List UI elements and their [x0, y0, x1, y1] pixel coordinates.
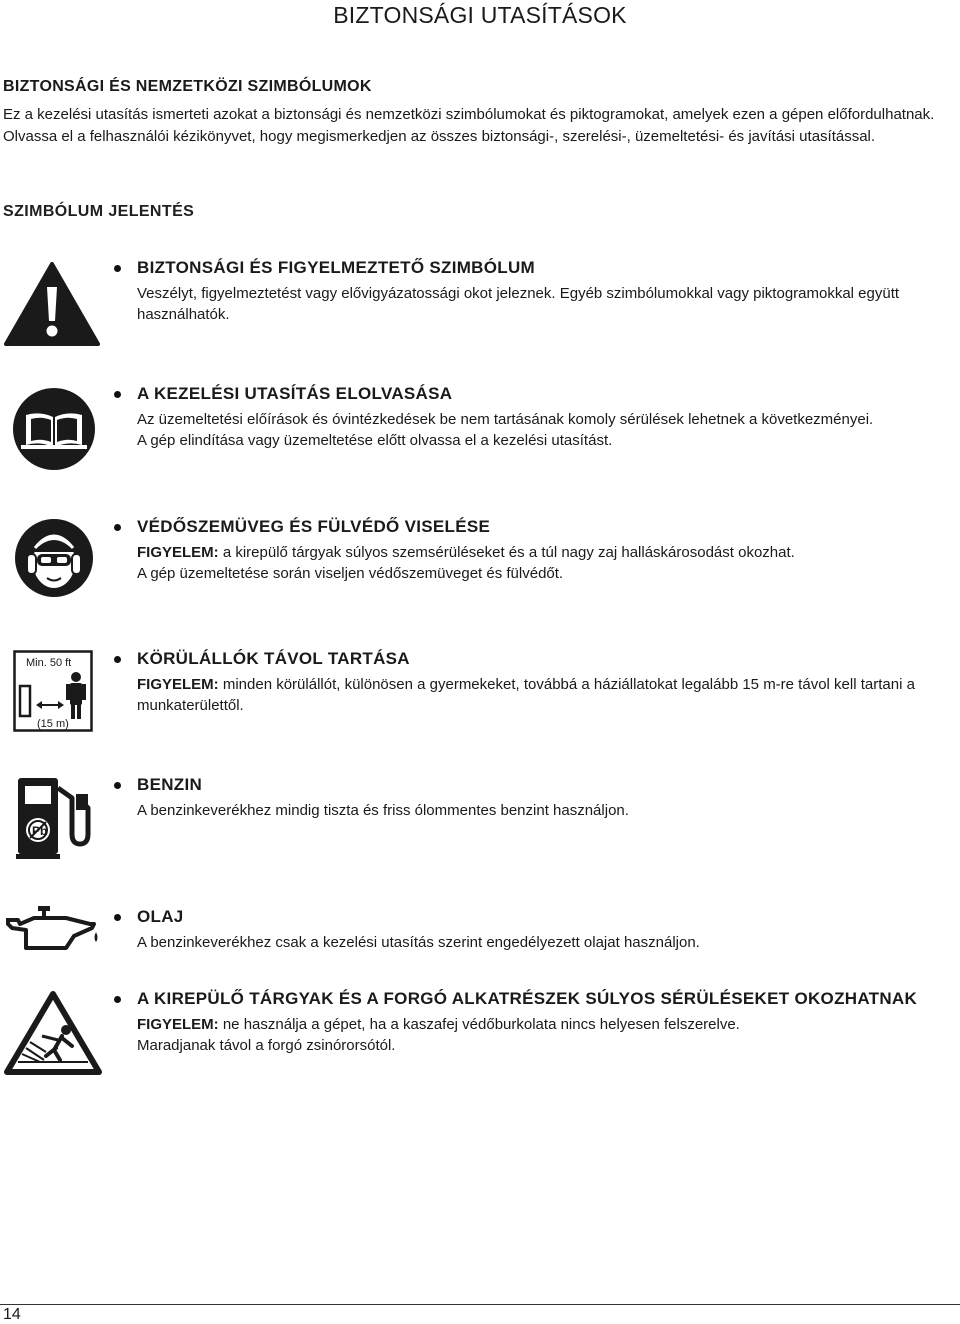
distance-metric-label: (15 m)	[37, 718, 69, 730]
desc-line: ne használja a gépet, ha a kaszafej védőburkolata nincs helyesen felszerelve.	[222, 1016, 740, 1033]
footer-divider	[0, 1304, 960, 1305]
bullet	[114, 656, 121, 663]
entry-description	[137, 1014, 955, 1056]
entry-description	[137, 800, 955, 821]
page-number: 14	[3, 1306, 21, 1323]
desc-line: A benzinkeverékhez csak a kezelési utasítás szerint engedélyezett olajat használjon.	[137, 934, 700, 951]
svg-text:Pb: Pb	[32, 824, 48, 838]
bullet	[114, 265, 121, 272]
entry-title: OLAJ	[137, 907, 184, 926]
page-title: BIZTONSÁGI UTASÍTÁSOK	[333, 2, 627, 28]
desc-line: minden körülállót, különösen a gyermekeket, továbbá a háziállatokat legalább 15 m-re távol kell tartani a munkaterülettől.	[137, 676, 915, 714]
oil-can-icon	[4, 906, 102, 961]
section-heading: BIZTONSÁGI ÉS NEMZETKÖZI SZIMBÓLUMOK	[3, 78, 372, 95]
desc-line: Az üzemeltetési előírások és óvintézkedések be nem tartásának komoly sérülések lehetnek a következményei.	[137, 411, 874, 428]
warning-label: FIGYELEM:	[137, 544, 219, 561]
entry-title: BIZTONSÁGI ÉS FIGYELMEZTETŐ SZIMBÓLUM	[137, 258, 536, 277]
bullet	[114, 782, 121, 789]
desc-line: A gép elindítása vagy üzemeltetése előtt olvassa el a kezelési utasítást.	[137, 432, 613, 449]
desc-line: A benzinkeverékhez mindig tiszta és friss ólommentes benzint használjon.	[137, 802, 629, 819]
desc-line: a kirepülő tárgyak súlyos szemsérüléseket és a túl nagy zaj halláskárosodást okozhat.	[222, 544, 795, 561]
entry-description	[137, 674, 955, 716]
entry-description	[137, 932, 955, 953]
warning-triangle-icon	[4, 261, 100, 352]
fuel-pump-icon	[16, 774, 96, 865]
keep-bystanders-away-icon	[13, 650, 93, 737]
entry-title: BENZIN	[137, 775, 203, 794]
bullet	[114, 524, 121, 531]
desc-line: Veszélyt, figyelmeztetést vagy elővigyázatossági okot jeleznek. Egyéb szimbólumokkal vagy piktogramokkal együtt használhatók.	[137, 285, 900, 323]
entry-description	[137, 283, 955, 325]
eye-ear-protection-icon	[14, 518, 94, 603]
bullet	[114, 914, 121, 921]
entry-description	[137, 542, 955, 584]
entry-description	[137, 409, 955, 451]
warning-label: FIGYELEM:	[137, 1016, 219, 1033]
bullet	[114, 391, 121, 398]
entry-title: A KIREPÜLŐ TÁRGYAK ÉS A FORGÓ ALKATRÉSZEK SÚLYOS SÉRÜLÉSEKET OKOZHATNAK	[137, 989, 918, 1008]
desc-line: A gép üzemeltetése során viseljen védőszemüveget és fülvédőt.	[137, 565, 564, 582]
thrown-objects-warning-icon	[4, 990, 102, 1081]
entry-title: VÉDŐSZEMÜVEG ÉS FÜLVÉDŐ VISELÉSE	[137, 517, 491, 536]
entry-title: KÖRÜLÁLLÓK TÁVOL TARTÁSA	[137, 649, 410, 668]
intro-paragraph: Ez a kezelési utasítás ismerteti azokat a biztonsági és nemzetközi szimbólumokat és piktogramokat, amelyek ezen a gépen előfordulhatnak. Olvassa el a felhasználói kézikönyvet, hogy megismerkedjen az összes biztonsági-, szerelési-, üzemeltetési- és javítási utasítással.	[3, 106, 935, 145]
symbol-meaning-heading: SZIMBÓLUM JELENTÉS	[3, 203, 195, 220]
desc-line: Maradjanak távol a forgó zsinórorsótól.	[137, 1037, 396, 1054]
warning-label: FIGYELEM:	[137, 676, 219, 693]
entry-title: A KEZELÉSI UTASÍTÁS ELOLVASÁSA	[137, 384, 453, 403]
distance-label: Min. 50 ft	[26, 657, 72, 669]
read-manual-icon	[12, 387, 96, 476]
bullet	[114, 996, 121, 1003]
